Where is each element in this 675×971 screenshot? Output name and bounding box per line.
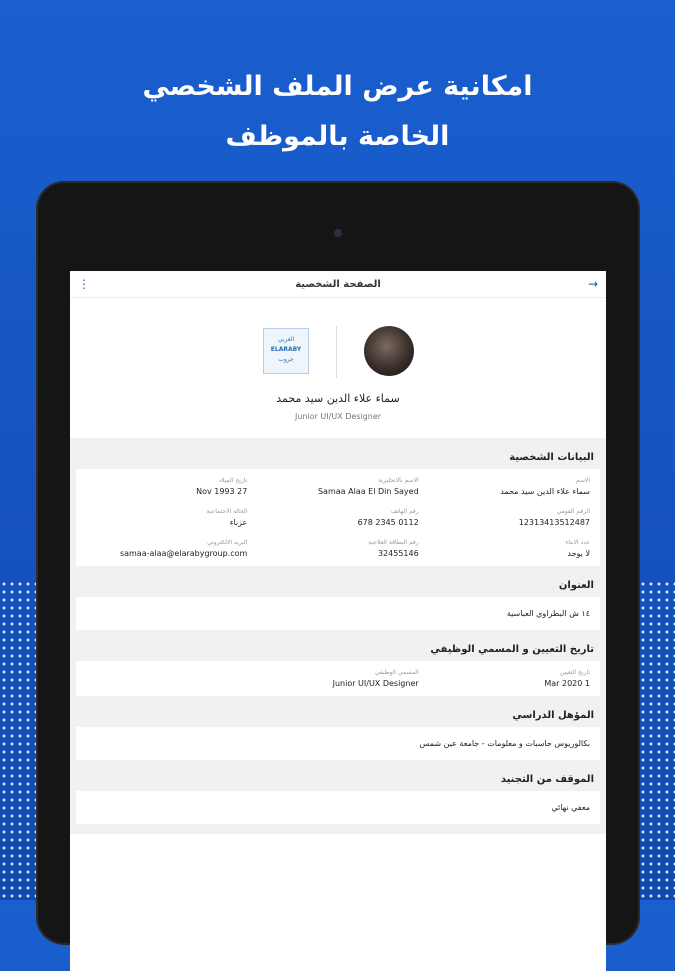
section-title-military: الموقف من التجنيد [500, 774, 594, 785]
field-medical-card: رقم البطاقة العلاجية 32455146 [368, 539, 419, 558]
education-card [76, 727, 600, 760]
app-bar [70, 271, 606, 298]
field-hire-date: تاريخ التعيين 1 Mar 2020 [544, 669, 590, 688]
promo-headline-line1: امكانية عرض الملف الشخصي [142, 71, 533, 102]
education-value: بكالوريوس حاسبات و معلومات - جامعة عين شمس [419, 739, 590, 748]
section-title-appointment: تاريخ التعيين و المسمي الوظيفي [430, 644, 594, 655]
field-birthdate: تاريخ الميلاد 27 Nov 1993 [196, 477, 248, 496]
field-national-id: الرقم القومي 12313413512487 [518, 508, 590, 527]
arrow-forward-icon[interactable]: → [587, 277, 598, 291]
military-value: معفي نهائي [551, 803, 590, 812]
field-marital-status: الحالة الاجتماعية عزباء [206, 508, 248, 527]
profile-content [70, 438, 606, 834]
section-title-address: العنوان [558, 580, 594, 591]
logo-text-ar: العربي [277, 336, 295, 343]
tablet-frame [38, 183, 638, 943]
field-email: البريد الالكتروني samaa-alaa@elarabygroup.com [119, 539, 248, 558]
address-value: ١٤ ش البطراوي العباسية [506, 609, 590, 618]
section-title-personal: البيانات الشخصية [509, 452, 594, 463]
logo-text-en: ELARABY [270, 346, 302, 353]
employee-name: سماء علاء الدين سيد محمد [276, 392, 400, 405]
appointment-card [76, 661, 600, 696]
camera-icon [334, 229, 342, 237]
address-card [76, 597, 600, 630]
field-name: الاسم سماء علاء الدين سيد محمد [500, 477, 590, 496]
page-title: الصفحة الشخصية [295, 278, 381, 290]
promo-headline-line2: الخاصة بالموظف [225, 121, 450, 152]
app-screen [70, 271, 606, 971]
field-job-title: المسمي الوظيفي Junior UI/UX Designer [332, 669, 419, 688]
promo-headline [0, 62, 675, 162]
more-vert-icon[interactable]: ⋮ [78, 277, 90, 291]
section-title-education: المؤهل الدراسي [512, 710, 594, 721]
employee-role: Junior UI/UX Designer [294, 412, 382, 421]
logo-sub: جروب [278, 356, 294, 363]
field-children: عدد الابناء لا يوجد [565, 539, 590, 558]
field-name-en: الاسم بالانجليزية Samaa Alaa El Din Sayed [317, 477, 419, 496]
company-logo [263, 328, 309, 374]
profile-header [70, 298, 606, 438]
divider [336, 326, 337, 378]
military-card [76, 791, 600, 824]
personal-data-card [76, 469, 600, 566]
avatar [364, 326, 414, 376]
field-phone: رقم الهاتف 0112 2345 678 [357, 508, 419, 527]
